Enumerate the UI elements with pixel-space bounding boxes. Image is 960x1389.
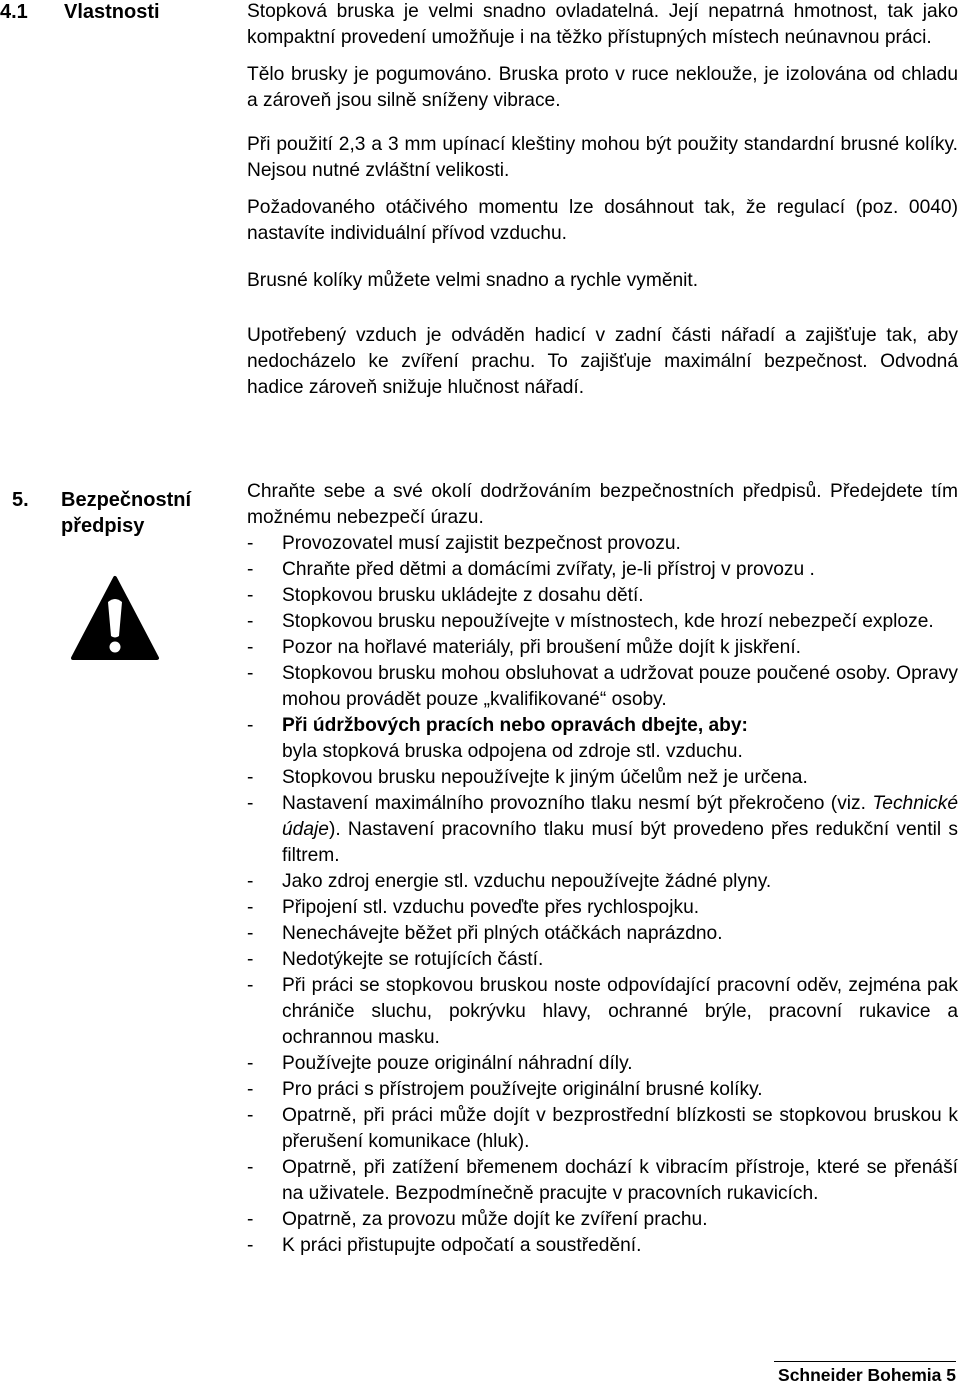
list-item [247,557,958,583]
list-item [247,1207,958,1233]
list-dash: - [247,923,254,944]
list-item-text: Stopkovou brusku nepoužívejte k jiným účelům než je určena. [282,767,808,788]
intro-paragraph: Chraňte sebe a své okolí dodržováním bezpečnostních předpisů. Předejdete tím možnému nebezpečí úrazu. [247,481,958,528]
paragraph: Brusné kolíky můžete velmi snadno a rychle vyměnit. [247,270,699,291]
page-footer: Schneider Bohemia 5 [774,1361,956,1389]
paragraph: Stopková bruska je velmi snadno ovladatelná. Její nepatrná hmotnost, tak jako kompaktní provedení umožňuje i na těžko přístupných místech neúnavnou práci. [247,1,958,48]
list-item-text: Pozor na hořlavé materiály, při broušení může dojít k jiskření. [282,637,801,658]
list-item-text: Stopkovou brusku mohou obsluhovat a udržovat pouze poučené osoby. Opravy mohou provádět pouze „kvalifikované“ osoby. [282,663,958,710]
paragraph: Požadovaného otáčivého momentu lze dosáhnout tak, že regulací (poz. 0040) nastavíte individuální přívod vzduchu. [247,197,958,244]
list-item [247,1155,958,1207]
list-item [247,635,958,661]
list-item [247,661,958,713]
technical-data-reference: Technické údaje [282,793,958,840]
list-item-maintenance [247,713,958,765]
section-title: Bezpečnostní předpisy [61,489,192,537]
list-dash: - [247,1053,254,1074]
list-item [247,973,958,1051]
warning-triangle-icon [70,574,160,662]
paragraph: Při použití 2,3 a 3 mm upínací kleštiny mohou být použity standardní brusné kolíky. Nejsou nutné zvláštní velikosti. [247,134,958,181]
paragraph: Upotřebený vzduch je odváděn hadicí v zadní části nářadí a zajišťuje tak, aby nedocházelo ke zvíření prachu. To zajišťuje maximální bezpečnost. Odvodná hadice zároveň snižuje hlučnost nářadí. [247,325,958,398]
list-item-text: Opatrně, za provozu může dojít ke zvíření prachu. [282,1209,708,1230]
section-body [247,0,958,401]
list-dash: - [247,1079,254,1100]
list-item-text: Nenechávejte běžet při plných otáčkách naprázdno. [282,923,723,944]
list-item-text: Provozovatel musí zajistit bezpečnost provozu. [282,533,681,554]
maintenance-continuation: byla stopková bruska odpojena od zdroje stl. vzduchu. [282,741,743,762]
list-item [247,1077,958,1103]
list-dash: - [247,585,254,606]
paragraph: Tělo brusky je pogumováno. Bruska proto v ruce neklouže, je izolována od chladu a zároveň jsou silně sníženy vibrace. [247,64,958,111]
list-dash: - [247,559,254,580]
list-item [247,947,958,973]
list-item [247,921,958,947]
list-dash: - [247,871,254,892]
list-item [247,531,958,557]
maintenance-heading: Při údržbových pracích nebo opravách dbejte, aby: [282,715,748,736]
list-item [247,583,958,609]
list-dash: - [247,611,254,632]
list-dash: - [247,949,254,970]
pressure-text-before: Nastavení maximálního provozního tlaku nesmí být překročeno (viz. [282,793,873,814]
list-item-text: Připojení stl. vzduchu poveďte přes rychlospojku. [282,897,700,918]
list-dash: - [247,1157,254,1178]
list-dash: - [247,897,254,918]
list-dash: - [247,637,254,658]
list-item [247,895,958,921]
list-item-text: Používejte pouze originální náhradní díly. [282,1053,633,1074]
safety-rules [247,479,958,1259]
list-item [247,1051,958,1077]
list-item-text: Chraňte před dětmi a domácími zvířaty, je-li přístroj v provozu . [282,559,815,580]
list-item [247,765,958,791]
list-item-text: Při práci se stopkovou bruskou noste odpovídající pracovní oděv, zejména pak chrániče sluchu, pokrývku hlavy, ochranné brýle, pracovní rukavice a ochrannou masku. [282,975,958,1048]
list-dash: - [247,663,254,684]
list-item-text: Pro práci s přístrojem používejte originální brusné kolíky. [282,1079,763,1100]
section-number: 5. [12,489,29,511]
list-item [247,609,958,635]
list-item-text: K práci přistupujte odpočatí a soustředění. [282,1235,642,1256]
list-item [247,1233,958,1259]
list-item-text: Opatrně, při zatížení břemenem dochází k vibracím přístroje, které se přenáší na uživatele. Bezpodmínečně pracujte v pracovních rukavicích. [282,1157,958,1204]
rules-list [247,531,958,1259]
pressure-text-after: ). Nastavení pracovního tlaku musí být provedeno přes redukční ventil s filtrem. [282,819,958,866]
list-item-text: Stopkovou brusku nepoužívejte v místnostech, kde hrozí nebezpečí exploze. [282,611,934,632]
section-number: 4.1 [0,1,28,23]
list-dash: - [247,793,254,814]
list-dash: - [247,1209,254,1230]
list-item [247,869,958,895]
list-dash: - [247,1235,254,1256]
list-dash: - [247,533,254,554]
list-item-text: Opatrně, při práci může dojít v bezprostřední blízkosti se stopkovou bruskou k přerušení komunikace (hluk). [282,1105,958,1152]
list-item-pressure [247,791,958,869]
list-dash: - [247,715,254,736]
list-item-text: Stopkovou brusku ukládejte z dosahu dětí. [282,585,644,606]
section-title: Vlastnosti [64,1,160,23]
list-item [247,1103,958,1155]
list-item-text: Jako zdroj energie stl. vzduchu nepoužívejte žádné plyny. [282,871,772,892]
list-dash: - [247,975,254,996]
list-dash: - [247,1105,254,1126]
list-item-text: Nedotýkejte se rotujících částí. [282,949,544,970]
list-dash: - [247,767,254,788]
